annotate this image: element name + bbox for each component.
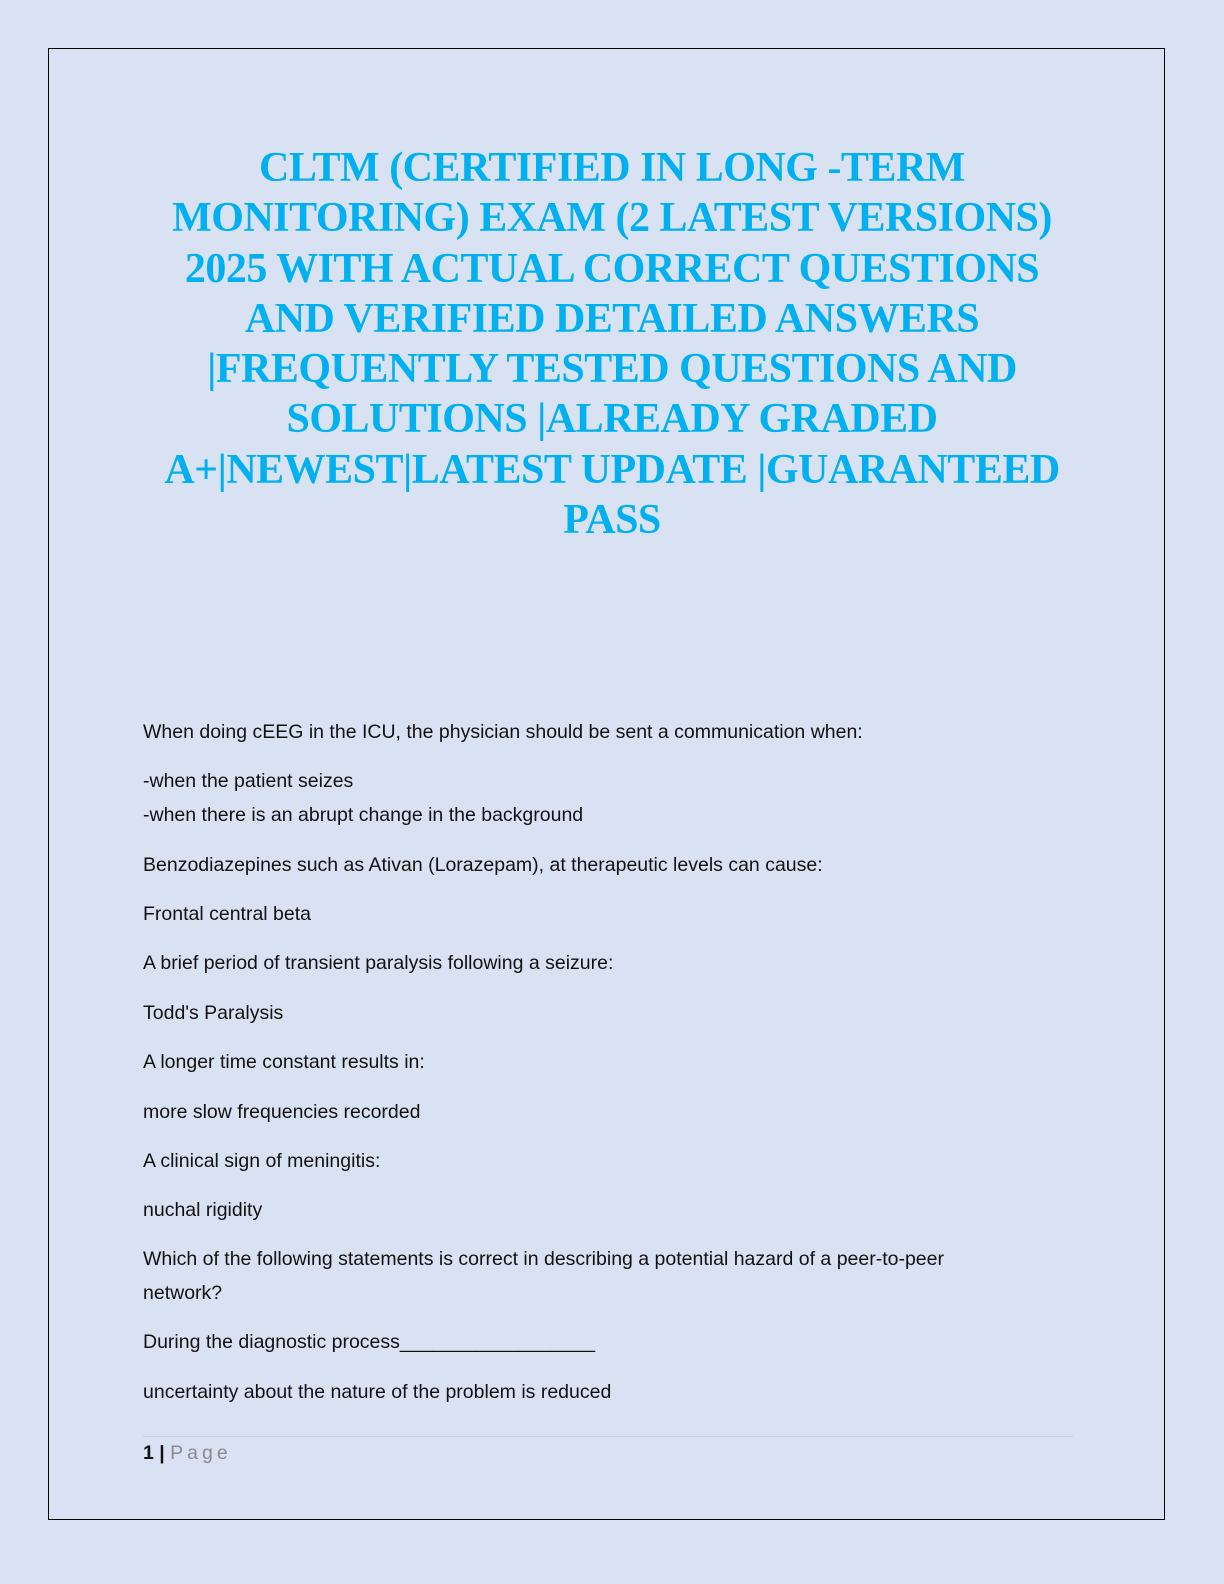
question-text: When doing cEEG in the ICU, the physician should be sent a communication when: <box>143 721 863 743</box>
title-line: |FREQUENTLY TESTED QUESTIONS AND <box>207 346 1017 393</box>
question-text: A brief period of transient paralysis following a seizure: <box>143 952 614 974</box>
title-line: SOLUTIONS |ALREADY GRADED <box>286 396 938 443</box>
answer-text: nuchal rigidity <box>143 1199 263 1221</box>
answer-text: Frontal central beta <box>143 903 312 925</box>
footer-divider <box>143 1436 1073 1437</box>
title-line: AND VERIFIED DETAILED ANSWERS <box>244 295 980 342</box>
document-title <box>100 143 1124 545</box>
question-text: During the diagnostic process__________________ <box>143 1331 596 1353</box>
title-line: CLTM (CERTIFIED IN LONG -TERM <box>259 145 965 191</box>
question-text: A longer time constant results in: <box>143 1051 425 1073</box>
question-text: A clinical sign of meningitis: <box>143 1150 381 1172</box>
answer-text: more slow frequencies recorded <box>143 1101 421 1123</box>
title-line: A+|NEWEST|LATEST UPDATE |GUARANTEED <box>164 446 1060 493</box>
page-number: 1 <box>143 1442 154 1464</box>
answer-text: -when there is an abrupt change in the background <box>143 804 584 826</box>
question-text: network? <box>143 1282 223 1304</box>
title-line: MONITORING) EXAM (2 LATEST VERSIONS) <box>172 195 1052 242</box>
title-line: PASS <box>563 497 661 544</box>
title-line: 2025 WITH ACTUAL CORRECT QUESTIONS <box>184 245 1040 292</box>
answer-text: Todd's Paralysis <box>143 1002 284 1024</box>
question-text: Benzodiazepines such as Ativan (Lorazepam), at therapeutic levels can cause: <box>143 854 823 876</box>
question-text: Which of the following statements is correct in describing a potential hazard of a peer-to-peer <box>143 1248 944 1270</box>
page-footer <box>143 1442 232 1465</box>
footer-separator: | <box>159 1442 165 1464</box>
answer-text: uncertainty about the nature of the problem is reduced <box>143 1381 612 1403</box>
answer-text: -when the patient seizes <box>143 770 354 792</box>
page-label: Page <box>170 1442 232 1464</box>
